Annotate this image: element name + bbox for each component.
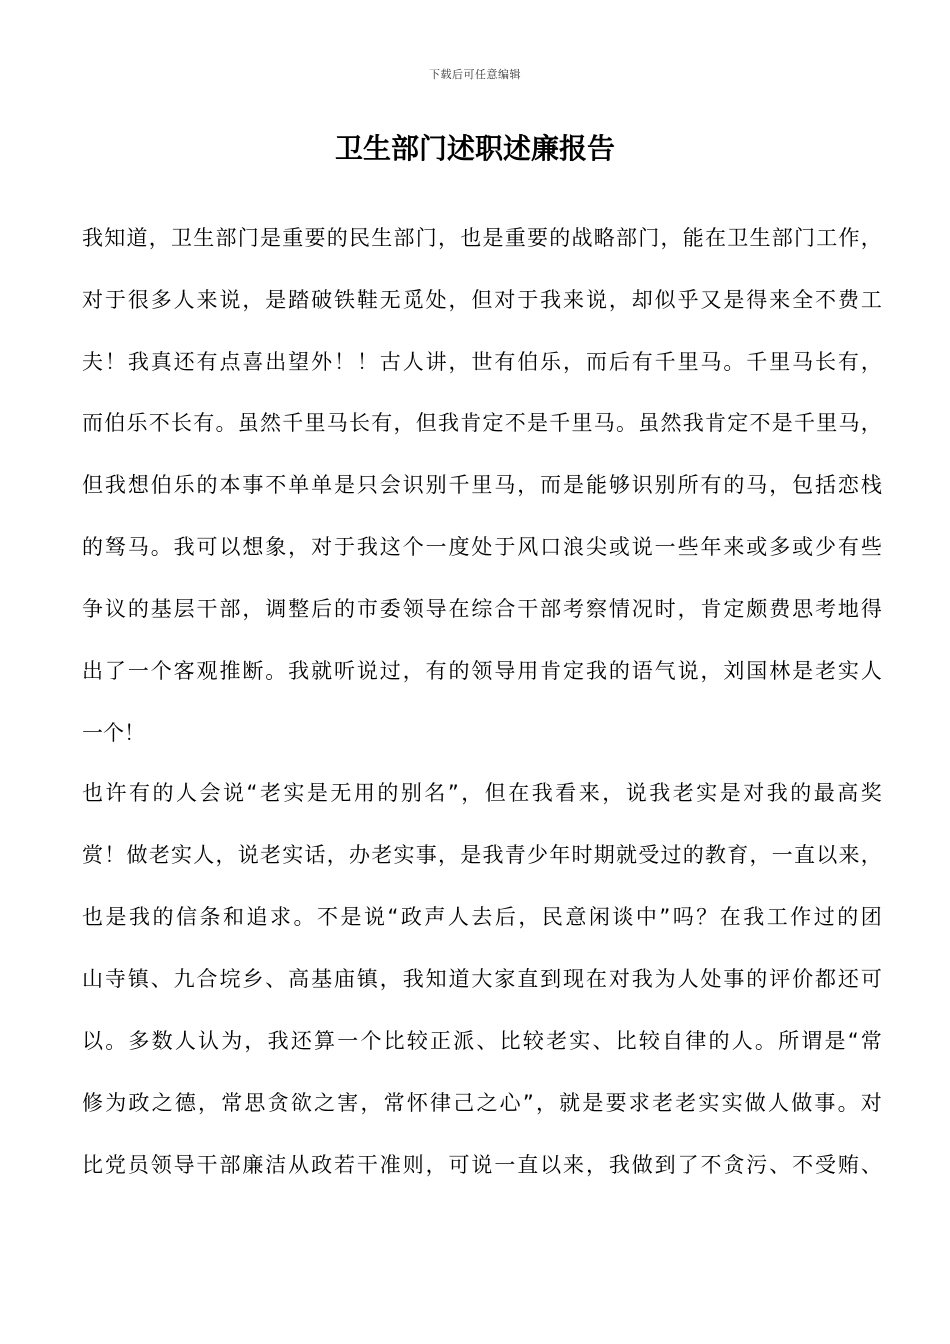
body-line: 争 议 的 基 层 干 部 ， 调 整 后 的 市 委 领 导 在 综 合 干 部 考 察 情 况 时 ， 肯 定 颇 费 思 考 地 得 <box>82 597 882 621</box>
header-note: 下载后可任意编辑 <box>429 68 521 81</box>
body-line: 而 伯 乐 不 长 有 。 虽 然 千 里 马 长 有 ， 但 我 肯 定 不 是 千 里 马 。 虽 然 我 肯 定 不 是 千 里 马 ， <box>82 411 882 435</box>
body-line: 对 于 很 多 人 来 说 ， 是 踏 破 铁 鞋 无 觅 处 ， 但 对 于 我 来 说 ， 却 似 乎 又 是 得 来 全 不 费 工 <box>82 288 882 312</box>
body-line: 的 驽 马 。 我 可 以 想 象 ， 对 于 我 这 个 一 度 处 于 风 口 浪 尖 或 说 一 些 年 来 或 多 或 少 有 些 <box>82 535 882 559</box>
body-line: 山 寺 镇 、 九 合 垸 乡 、 高 基 庙 镇 ， 我 知 道 大 家 直 到 现 在 对 我 为 人 处 事 的 评 价 都 还 可 <box>82 967 882 991</box>
body-line: 赏 ！ 做 老 实 人 ， 说 老 实 话 ， 办 老 实 事 ， 是 我 青 少 年 时 期 就 受 过 的 教 育 ， 一 直 以 来 ， <box>82 843 882 867</box>
body-line: 以 。 多 数 人 认 为 ， 我 还 算 一 个 比 较 正 派 、 比 较 老 实 、 比 较 自 律 的 人 。 所 谓 是 “ 常 <box>82 1029 882 1053</box>
body-line: 也 许 有 的 人 会 说 “ 老 实 是 无 用 的 别 名 ” ， 但 在 我 看 来 ， 说 我 老 实 是 对 我 的 最 高 奖 <box>82 781 882 805</box>
body-line: 比 党 员 领 导 干 部 廉 洁 从 政 若 干 准 则 ， 可 说 一 直 以 来 ， 我 做 到 了 不 贪 污 、 不 受 贿 、 <box>82 1153 882 1177</box>
body-line: 我 知 道 ， 卫 生 部 门 是 重 要 的 民 生 部 门 ， 也 是 重 要 的 战 略 部 门 ， 能 在 卫 生 部 门 工 作 ， <box>82 226 882 250</box>
body-line: 修 为 政 之 德 ， 常 思 贪 欲 之 害 ， 常 怀 律 己 之 心 ” ， 就 是 要 求 老 老 实 实 做 人 做 事 。 对 <box>82 1091 882 1115</box>
body-line: 也 是 我 的 信 条 和 追 求 。 不 是 说 “ 政 声 人 去 后 ， 民 意 闲 谈 中 ” 吗 ？ 在 我 工 作 过 的 团 <box>82 905 882 929</box>
body-line: 夫 ！ 我 真 还 有 点 喜 出 望 外 ！ ！ 古 人 讲 ， 世 有 伯 乐 ， 而 后 有 千 里 马 。 千 里 马 长 有 ， <box>82 350 882 374</box>
document-title: 卫生部门述职述廉报告 <box>334 132 615 165</box>
body-line: 出 了 一 个 客 观 推 断 。 我 就 听 说 过 ， 有 的 领 导 用 肯 定 我 的 语 气 说 ， 刘 国 林 是 老 实 人 <box>82 659 882 683</box>
body-line: 但 我 想 伯 乐 的 本 事 不 单 单 是 只 会 识 别 千 里 马 ， 而 是 能 够 识 别 所 有 的 马 ， 包 括 恋 栈 <box>82 473 882 497</box>
body-line: 一个！ <box>82 721 145 745</box>
